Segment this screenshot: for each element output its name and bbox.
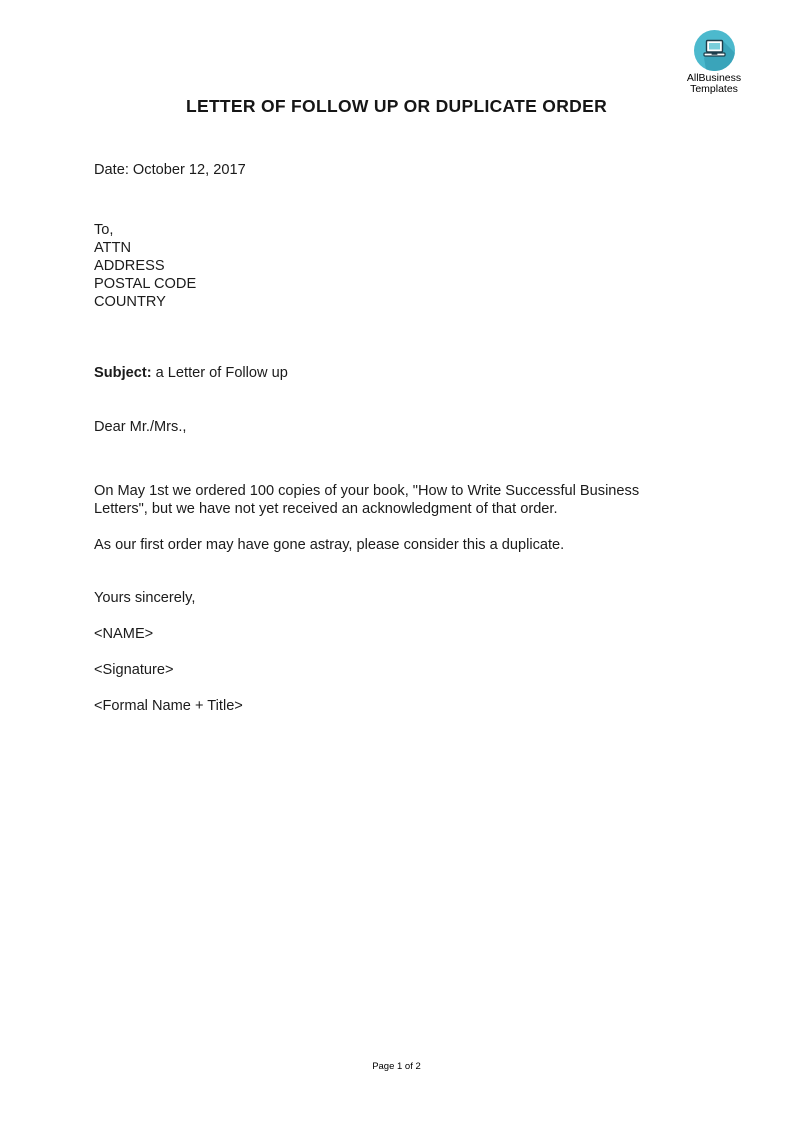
date-line: Date: October 12, 2017 [94,162,246,178]
recipient-attn: ATTN [94,240,132,256]
logo-text-line2: Templates [690,83,738,95]
subject-label: Subject: [94,365,152,381]
logo-text-line1: AllBusiness [686,72,742,84]
recipient-to: To, [94,222,114,238]
letter-title: LETTER OF FOLLOW UP OR DUPLICATE ORDER [185,96,608,116]
recipient-address: ADDRESS [94,258,165,274]
signature-title-placeholder: <Formal Name + Title> [94,698,243,714]
recipient-block [94,221,694,311]
salutation: Dear Mr./Mrs., [94,419,187,435]
recipient-country: COUNTRY [94,294,166,310]
subject-text: a Letter of Follow up [151,365,288,381]
page-indicator: Page 1 of 2 [372,1061,421,1072]
body-paragraph-2: As our first order may have gone astray, please consider this a duplicate. [94,537,565,553]
allbusiness-logo [658,30,770,95]
recipient-postal-code: POSTAL CODE [94,276,197,292]
closing: Yours sincerely, [94,590,196,606]
signature-name-placeholder: <NAME> [94,626,154,642]
body-paragraph-1: On May 1st we ordered 100 copies of your book, "How to Write Successful Business Letters", but we have not yet received an acknowledgment of that order. [94,483,640,517]
signature-placeholder: <Signature> [94,662,174,678]
laptop-icon [694,30,735,71]
subject-line [94,364,288,382]
